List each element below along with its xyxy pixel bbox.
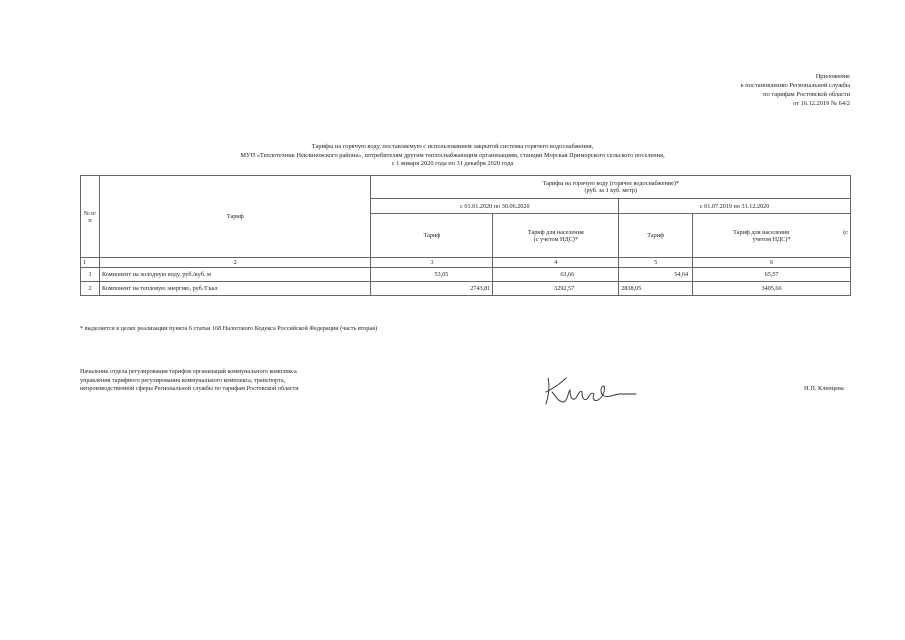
row-name: Компонент на холодную воду, руб./куб. м <box>99 268 371 282</box>
index-cell: 2 <box>99 258 371 268</box>
subheader-tariff-1: Тариф <box>371 214 493 258</box>
row-value: 63,66 <box>493 268 619 282</box>
title-line: с 1 января 2020 года по 31 декабря 2020 года <box>391 160 514 168</box>
index-cell: 3 <box>371 258 493 268</box>
header-group-line: Тарифы на горячую воду (горячее водоснабжение)* <box>542 180 680 187</box>
tariff-table <box>80 175 851 296</box>
row-num: 1 <box>81 268 100 282</box>
signatory-position <box>80 368 299 394</box>
index-cell: 1 <box>81 258 100 268</box>
subheader-population-1 <box>493 214 619 258</box>
row-value: 2838,05 <box>619 282 693 296</box>
row-value: 2743,81 <box>371 282 493 296</box>
row-value: 3405,66 <box>693 282 851 296</box>
subheader-population-line: Тариф для населения <box>527 228 584 236</box>
handwritten-signature <box>540 372 650 412</box>
index-cell: 4 <box>493 258 619 268</box>
row-value: 65,57 <box>693 268 851 282</box>
row-name: Компонент на тепловую энергию, руб./Гкал <box>99 282 371 296</box>
row-num: 2 <box>81 282 100 296</box>
subheader-population-line: (с учетом НДС)* <box>533 235 578 243</box>
index-cell: 6 <box>693 258 851 268</box>
signatory-line: непроизводственной сферы Региональной службы по тарифам Ростовской области <box>80 385 299 393</box>
row-value: 53,05 <box>371 268 493 282</box>
table-header-row <box>81 176 851 199</box>
header-period-2: с 01.07.2019 по 31.12.2020 <box>619 199 851 214</box>
header-period-1: с 01.01.2020 по 30.06.2020 <box>371 199 619 214</box>
row-value: 54,64 <box>619 268 693 282</box>
header-num: № п/п <box>81 176 100 258</box>
header-tariff: Тариф <box>99 176 371 258</box>
subheader-tariff-2: Тариф <box>619 214 693 258</box>
appendix-line: к постановлению Региональной службы <box>740 82 850 89</box>
title-line: Тарифы на горячую воду, поставляемую с использованием закрытой системы горячего водоснабжения, <box>311 143 594 150</box>
index-cell: 5 <box>619 258 693 268</box>
signatory-line: Начальник отдела регулирования тарифов организаций коммунального комплекса <box>80 368 297 375</box>
row-value: 3292,57 <box>493 282 619 296</box>
appendix-line: по тарифам Ростовской области <box>763 91 850 98</box>
footnote: * выделяется в целях реализации пункта 6 статьи 168 Налогового Кодекса Российской Федерации (часть вторая) <box>80 325 378 332</box>
subheader-population-c: (с <box>843 228 848 236</box>
appendix-line: от 16.12.2019 № 64/2 <box>793 100 850 107</box>
signatory-name: Н.П. Кленцева <box>804 385 844 392</box>
table-index-row <box>81 258 851 268</box>
title-line: МУП «Теплотехник Неклиновского района», потребителям другим теплоснабжающим организациям, станции Морская Приморского сельского поселения, <box>240 151 665 159</box>
document-title <box>0 143 905 169</box>
subheader-population-line: Тариф для населения <box>733 228 790 236</box>
signatory-line: управления тарифного регулирования коммунального комплекса, транспорта, <box>80 376 286 384</box>
appendix-line: Приложение <box>815 73 850 80</box>
subheader-population-2 <box>693 214 851 258</box>
table-row <box>81 282 851 296</box>
table-row <box>81 268 851 282</box>
subheader-population-line: учетом НДС)* <box>752 235 791 243</box>
header-group-line: (руб. за 1 куб. метр) <box>584 187 637 194</box>
appendix-block <box>741 72 850 108</box>
header-group <box>371 176 851 199</box>
